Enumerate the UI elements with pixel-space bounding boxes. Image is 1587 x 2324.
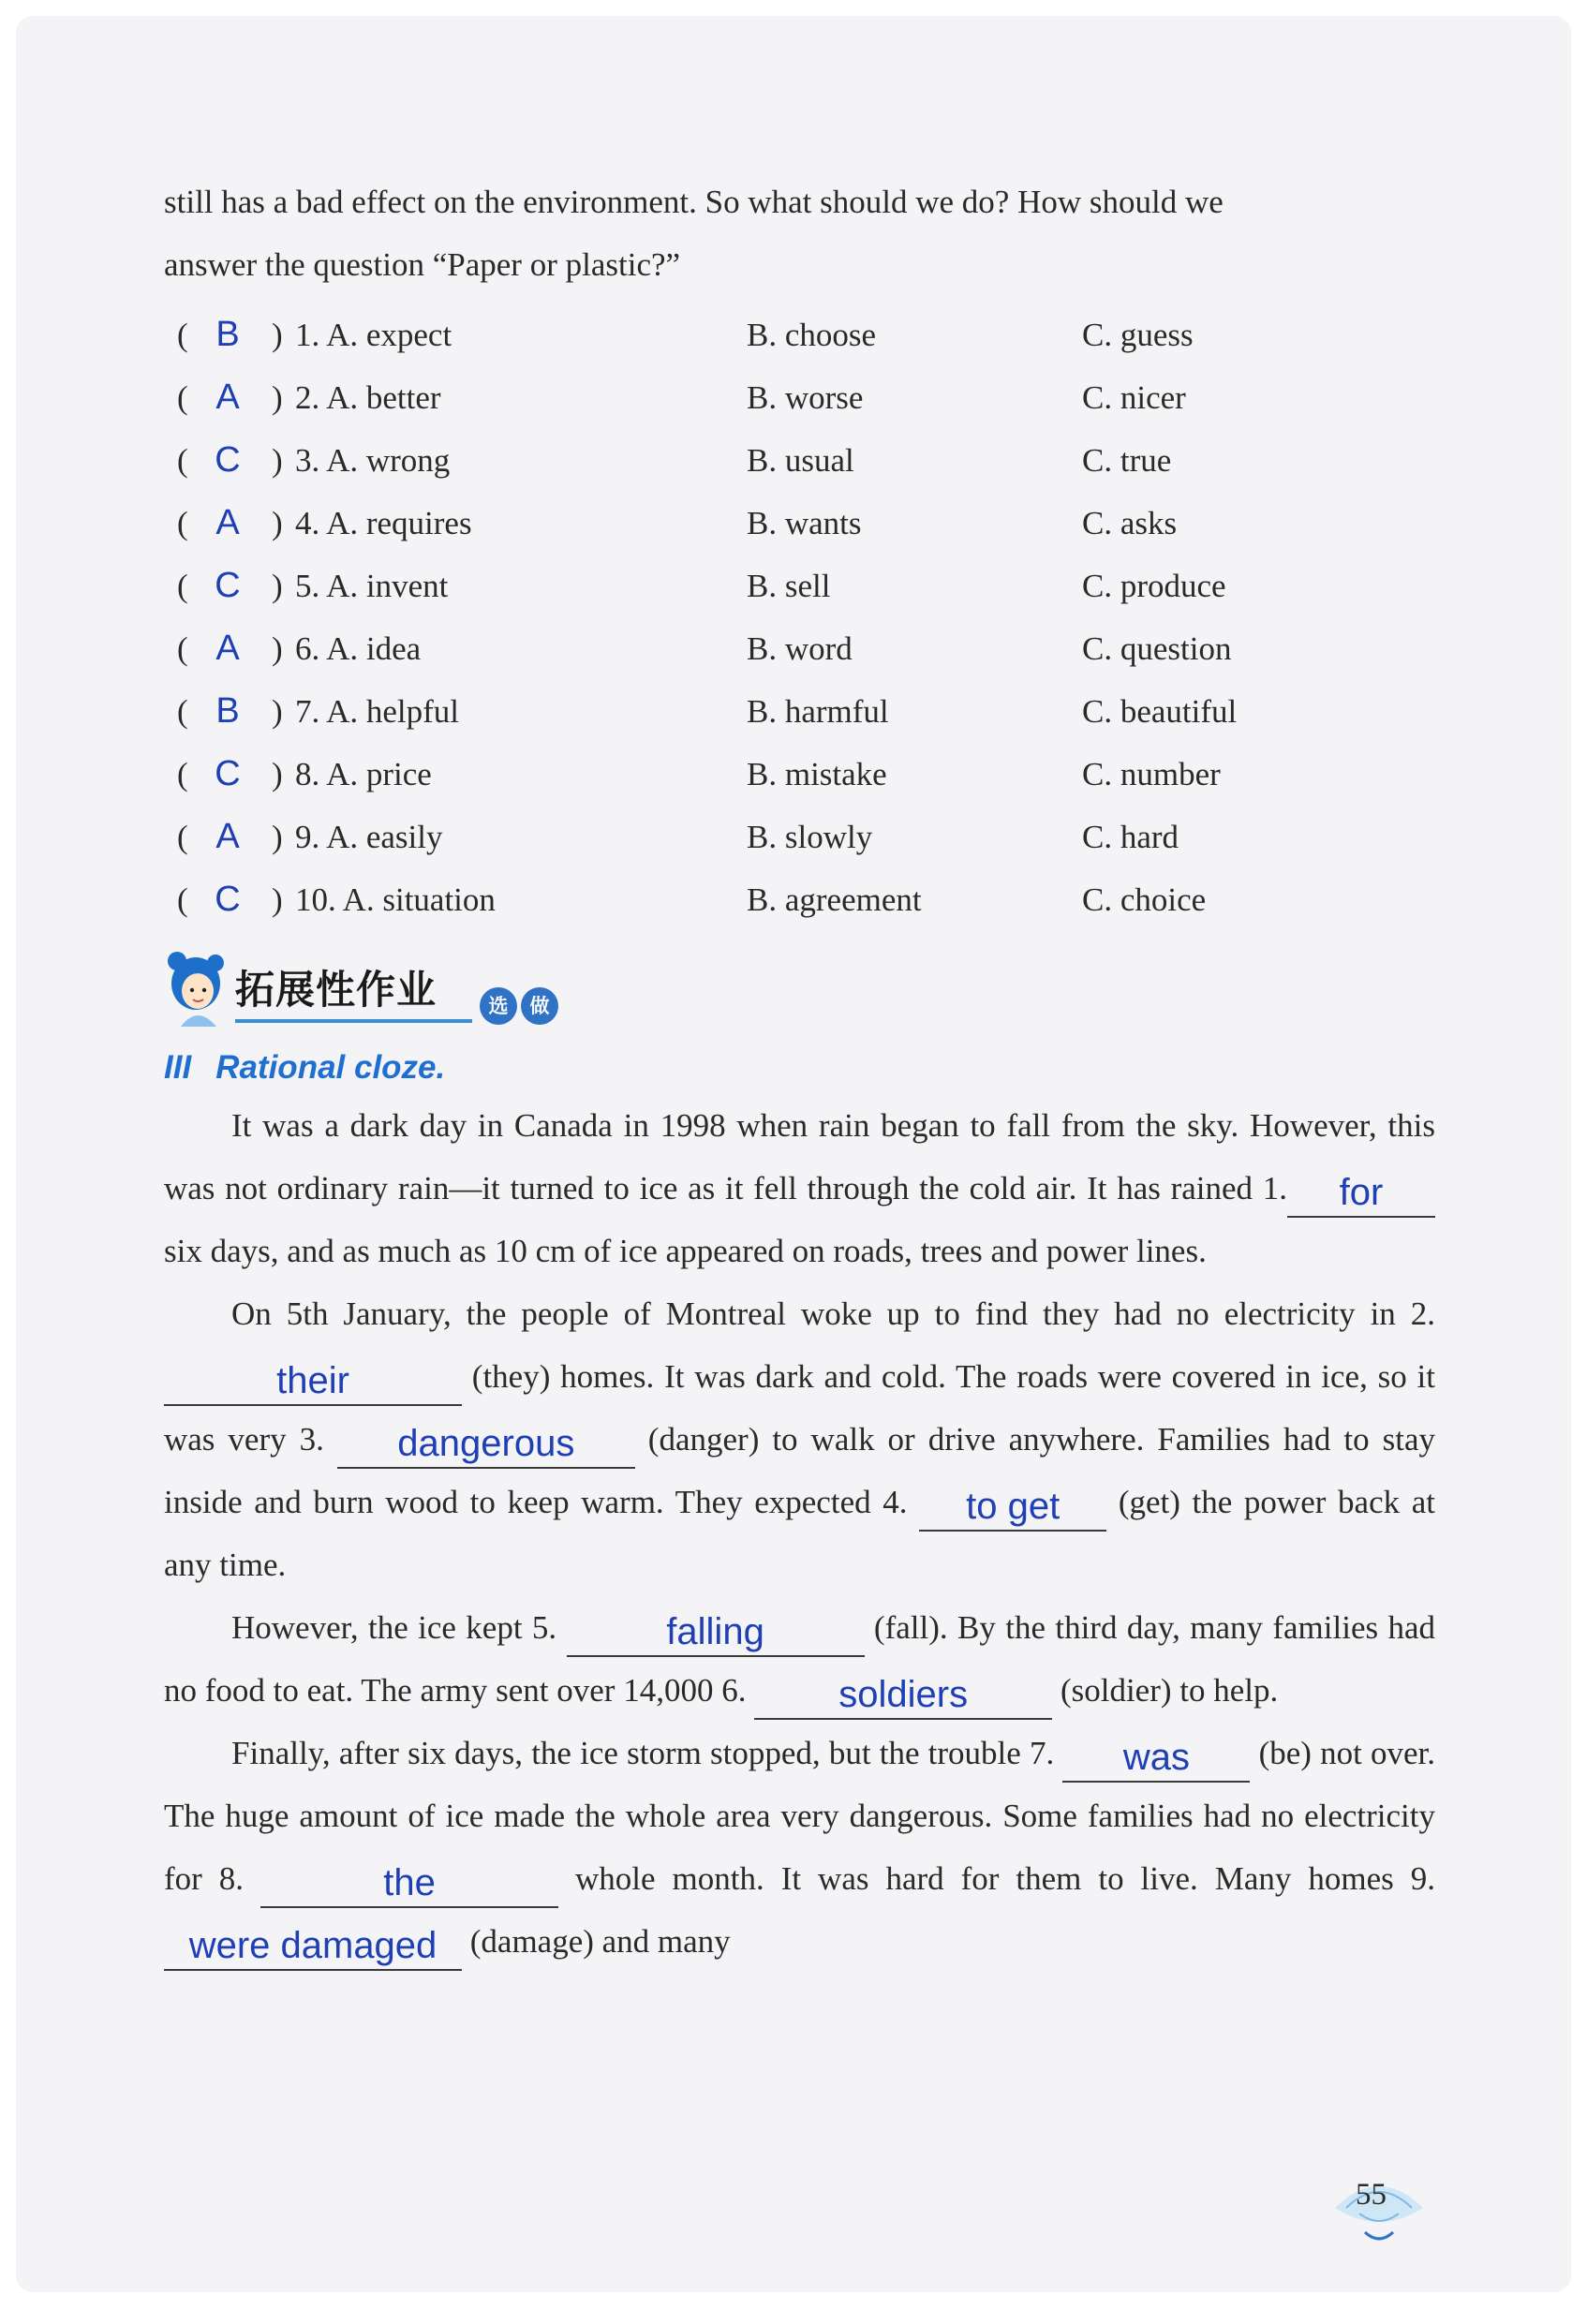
mc-option-b: B. word: [747, 630, 853, 667]
mc-answer: B: [215, 315, 240, 354]
mc-question-4: ( A ) 4. A. requires B. wants C. asks: [164, 492, 1435, 555]
mc-option-b: B. wants: [747, 505, 862, 541]
mc-option-c: C. number: [1082, 756, 1221, 792]
optional-tag: 选: [480, 987, 517, 1025]
extension-homework-title: 拓展性作业: [235, 967, 438, 1013]
mc-question-7: ( B ) 7. A. helpful B. harmful C. beautiful: [164, 680, 1435, 743]
mc-option-c: C. nicer: [1082, 379, 1186, 416]
mc-option-c: C. guess: [1082, 317, 1194, 353]
mc-option-a: 8. A. price: [295, 756, 432, 792]
mc-answer: A: [215, 377, 240, 417]
cloze-blank-6: soldiers: [754, 1673, 1052, 1720]
mc-question-6: ( A ) 6. A. idea B. word C. question: [164, 617, 1435, 680]
mc-answer: A: [215, 817, 240, 856]
mc-answer: C: [215, 440, 241, 480]
mc-question-1: ( B ) 1. A. expect B. choose C. guess: [164, 303, 1435, 366]
do-tag: 做: [521, 987, 558, 1025]
mc-question-8: ( C ) 8. A. price B. mistake C. number: [164, 743, 1435, 806]
mc-answer: A: [215, 629, 240, 668]
mc-option-a: 2. A. better: [295, 379, 441, 416]
cloze-blank-4: to get: [919, 1485, 1106, 1532]
mc-option-b: B. usual: [747, 442, 854, 479]
mc-option-c: C. produce: [1082, 568, 1226, 604]
intro-paragraph: [164, 170, 1435, 296]
cloze-paragraph-2: On 5th January, the people of Montreal woke up to find they had no electricity in 2. their (they) homes. It was dark and cold. The roads were covered in ice, so it was very 3. dangerous (danger) to walk or drive anywhere. Families had to stay inside and burn wood to keep warm. They expected 4. to get (get) the power back at any time.: [164, 1295, 1436, 1583]
page-number-badge: [1327, 2170, 1431, 2245]
page-number: 55: [1356, 2178, 1387, 2212]
mc-option-b: B. harmful: [747, 693, 889, 730]
mc-option-b: B. agreement: [747, 881, 922, 918]
mc-option-b: B. choose: [747, 317, 877, 353]
cloze-blank-1: for: [1287, 1171, 1435, 1218]
mc-question-10: ( C ) 10. A. situation B. agreement C. choice: [164, 868, 1435, 931]
cloze-paragraph-1: It was a dark day in Canada in 1998 when rain began to fall from the sky. However, this was not ordinary rain—it turned to ice as it fell through the cold air. It has rained 1. for six days, and as much as 10 cm of ice appeared on roads, trees and power lines.: [164, 1107, 1435, 1269]
cloze-paragraph-4: Finally, after six days, the ice storm stopped, but the trouble 7. was (be) not over. The huge amount of ice made the whole area very dangerous. Some families had no electricity for 8. the whole month. It was hard for them to live. Many homes 9. were damaged (damage) and many: [164, 1722, 1435, 1973]
mc-option-a: 10. A. situation: [295, 881, 496, 918]
cloze-blank-2: their: [164, 1359, 462, 1406]
mc-answer: C: [215, 566, 241, 605]
section-heading: [164, 1042, 1435, 1094]
mc-option-a: 7. A. helpful: [295, 693, 459, 730]
mc-option-c: C. true: [1082, 442, 1172, 479]
mc-answer: A: [215, 503, 240, 542]
mc-option-a: 5. A. invent: [295, 568, 449, 604]
cloze-blank-5: falling: [567, 1610, 865, 1657]
mc-option-b: B. worse: [747, 379, 864, 416]
mc-option-c: C. beautiful: [1082, 693, 1238, 730]
cloze-blank-3: dangerous: [337, 1422, 635, 1469]
cloze-blank-9: were damaged: [164, 1924, 462, 1971]
intro-line-2: answer the question “Paper or plastic?”: [164, 246, 681, 283]
page-content: [164, 170, 1435, 1973]
section-title: Rational cloze.: [215, 1049, 446, 1086]
mc-question-2: ( A ) 2. A. better B. worse C. nicer: [164, 366, 1435, 429]
title-underline: [235, 1019, 472, 1023]
mc-option-a: 6. A. idea: [295, 630, 422, 667]
cloze-paragraph-3: However, the ice kept 5. falling (fall). By the third day, many families had no food to eat. The army sent over 14,000 6. soldiers (soldier) to help.: [164, 1596, 1435, 1722]
mc-option-a: 4. A. requires: [295, 505, 472, 541]
student-avatar-icon: [164, 946, 231, 1030]
cloze-blank-7: was: [1062, 1736, 1250, 1783]
cloze-blank-8: the: [260, 1861, 558, 1908]
mc-option-c: C. asks: [1082, 505, 1178, 541]
mc-answer: C: [215, 880, 241, 919]
multiple-choice-list: [164, 303, 1435, 931]
mc-option-a: 9. A. easily: [295, 819, 443, 855]
mc-option-a: 3. A. wrong: [295, 442, 451, 479]
extension-homework-header: [164, 946, 1435, 1036]
intro-line-1: still has a bad effect on the environment. So what should we do? How should we: [164, 184, 1224, 220]
mc-option-c: C. hard: [1082, 819, 1179, 855]
mc-question-9: ( A ) 9. A. easily B. slowly C. hard: [164, 806, 1435, 868]
section-number: III: [164, 1049, 192, 1086]
mc-option-b: B. slowly: [747, 819, 873, 855]
mc-option-b: B. sell: [747, 568, 831, 604]
mc-option-a: 1. A. expect: [295, 317, 452, 353]
mc-option-c: C. choice: [1082, 881, 1207, 918]
mc-option-c: C. question: [1082, 630, 1232, 667]
mc-question-3: ( C ) 3. A. wrong B. usual C. true: [164, 429, 1435, 492]
mc-answer: B: [215, 691, 240, 731]
mc-question-5: ( C ) 5. A. invent B. sell C. produce: [164, 555, 1435, 617]
mc-answer: C: [215, 754, 241, 793]
mc-option-b: B. mistake: [747, 756, 887, 792]
workbook-page: [16, 16, 1571, 2292]
